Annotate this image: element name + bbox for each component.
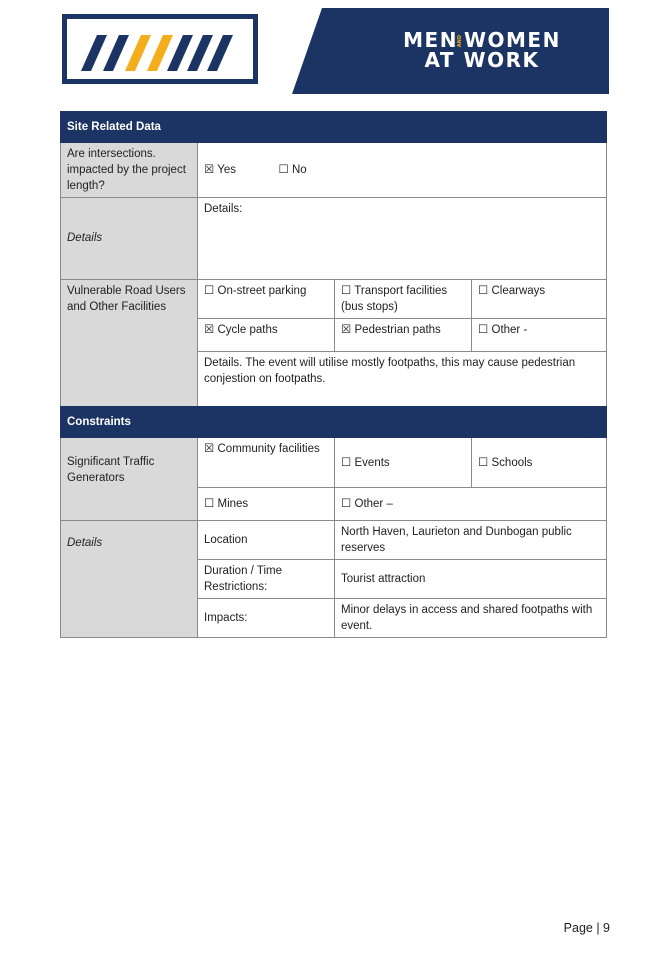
transport-facilities-checkbox[interactable]: ☐ Transport facilities (bus stops) (335, 280, 472, 319)
duration-label: Duration / Time Restrictions: (198, 560, 335, 599)
brand-women: WOMEN (463, 28, 561, 52)
brand-and: AND (456, 35, 463, 48)
yes-checkbox[interactable]: ☒ Yes (204, 164, 237, 176)
intersections-question: Are intersections. impacted by the project length? (61, 143, 198, 198)
location-value[interactable]: North Haven, Laurieton and Dunbogan public reserves (335, 521, 607, 560)
other-checkbox[interactable]: ☐ Other - (472, 319, 607, 352)
schools-checkbox[interactable]: ☐ Schools (472, 438, 607, 488)
impacts-value[interactable]: Minor delays in access and shared footpaths with event. (335, 599, 607, 638)
constraints-details-label: Details (61, 521, 198, 638)
brand-banner (292, 8, 609, 94)
constraints-heading: Constraints (61, 407, 607, 438)
mines-checkbox[interactable]: ☐ Mines (198, 488, 335, 521)
brand-at-work: AT WORK (424, 48, 540, 72)
no-checkbox[interactable]: ☐ No (278, 164, 307, 176)
constraints-table (60, 406, 607, 638)
community-facilities-checkbox[interactable]: ☒ Community facilities (198, 438, 335, 488)
brand-men: MEN (403, 28, 458, 52)
vru-label: Vulnerable Road Users and Other Facilities (61, 280, 198, 418)
details-label: Details (61, 198, 198, 280)
vru-details-field[interactable]: Details. The event will utilise mostly footpaths, this may cause pedestrian conjestion on footpaths. (198, 352, 607, 418)
maw-logo-icon (67, 19, 253, 79)
company-logo (62, 14, 258, 84)
other-constraint-checkbox[interactable]: ☐ Other – (335, 488, 607, 521)
pedestrian-paths-checkbox[interactable]: ☒ Pedestrian paths (335, 319, 472, 352)
brand-wordmark (362, 30, 602, 70)
events-checkbox[interactable]: ☐ Events (335, 438, 472, 488)
site-related-heading: Site Related Data (61, 112, 607, 143)
duration-value[interactable]: Tourist attraction (335, 560, 607, 599)
page-number: Page | 9 (563, 921, 610, 935)
traffic-generators-label: Significant Traffic Generators (61, 438, 198, 521)
impacts-label: Impacts: (198, 599, 335, 638)
site-related-table (60, 111, 607, 418)
details-field[interactable]: Details: (198, 198, 607, 280)
clearways-checkbox[interactable]: ☐ Clearways (472, 280, 607, 319)
cycle-paths-checkbox[interactable]: ☒ Cycle paths (198, 319, 335, 352)
intersections-options (198, 143, 607, 198)
on-street-parking-checkbox[interactable]: ☐ On-street parking (198, 280, 335, 319)
location-label: Location (198, 521, 335, 560)
